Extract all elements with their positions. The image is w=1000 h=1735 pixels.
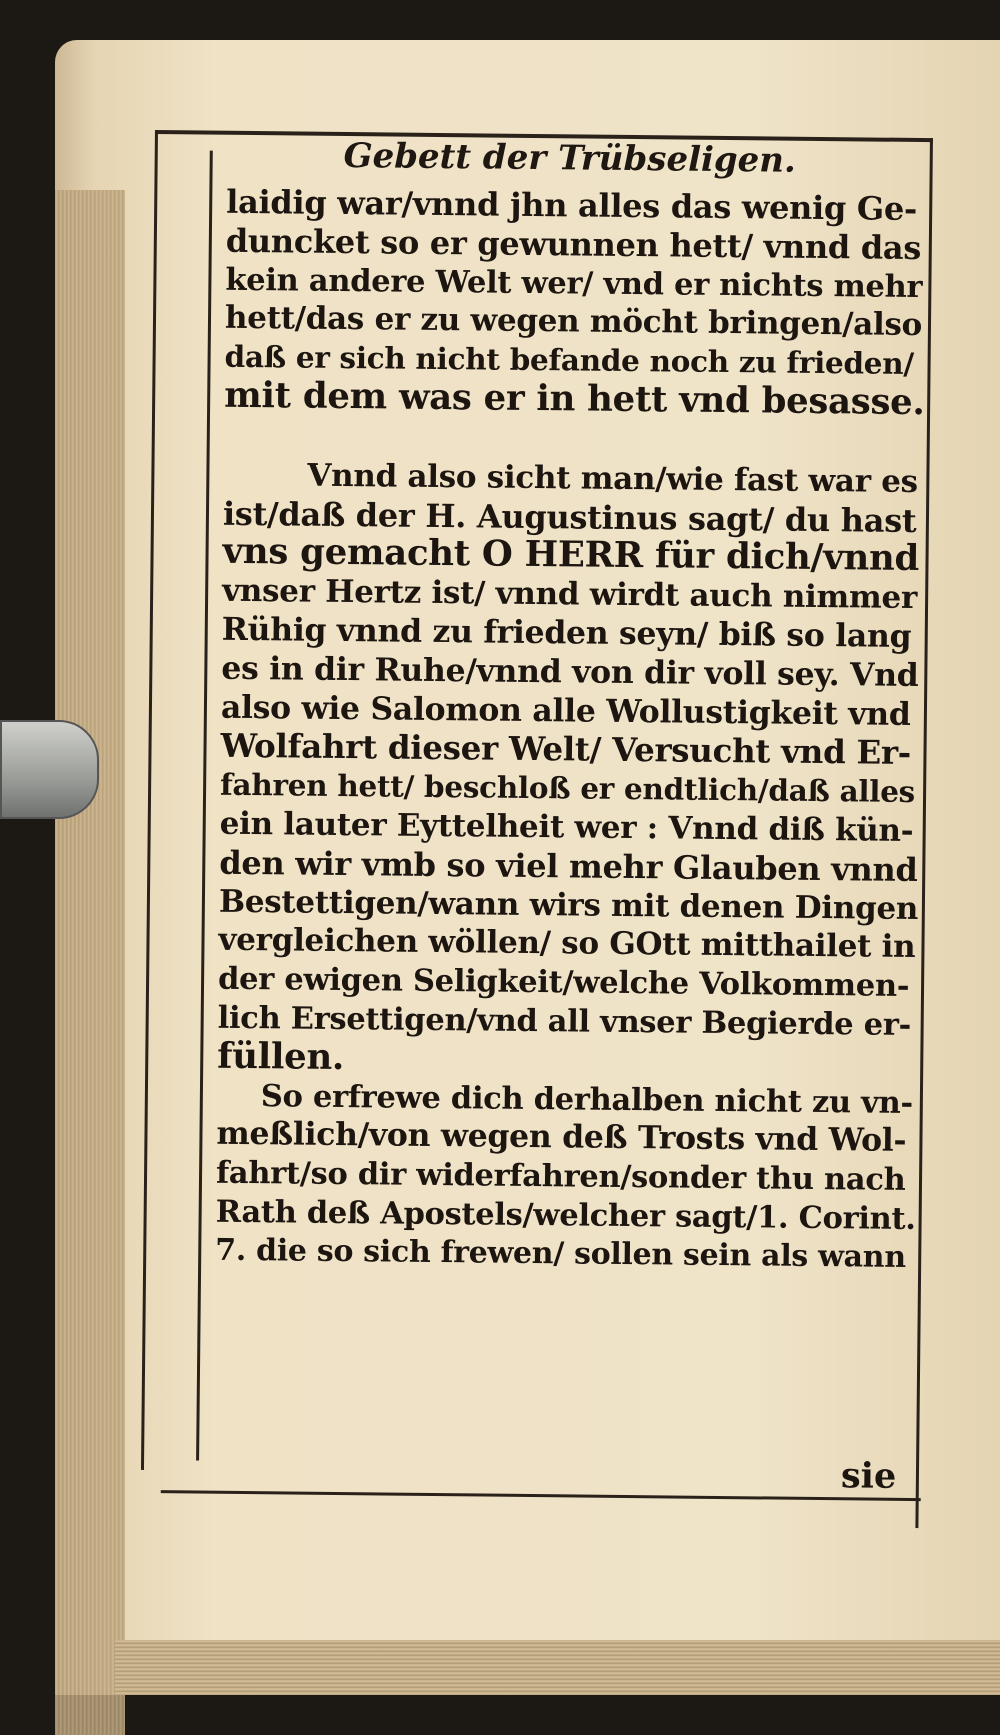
text-line: den wir vmb so viel mehr Glauben vnnd [219,843,918,889]
text-line: der ewigen Seligkeit/welche Volkommen- [217,960,910,1005]
paragraph-2 [217,456,923,1084]
paragraph-3 [215,1076,917,1277]
text-line: es in dir Ruhe/vnnd von dir voll sey. Vnd [221,649,919,694]
text-line: lich Ersettigen/vnd all vnser Begierde er- [217,999,912,1043]
text-line: daß er sich nicht befande noch zu frieden/ [224,338,915,382]
text-line: Bestettigen/wann wirs mit denen Dingen [218,883,919,927]
text-line: fahrt/so dir widerfahren/sonder thu nach [215,1154,906,1199]
text-line: also wie Salomon alle Wollustigkeit vnd [220,688,911,733]
text-line: Wolfahrt dieser Welt/ Versucht vnd Er- [220,726,912,773]
text-line: mit dem was er in hett vnd besasse. [224,374,925,424]
text-line: 7. die so sich frewen/ sollen sein als wann [215,1232,906,1275]
frame-rule-left-inner [196,151,213,1461]
text-line: kein andere Welt wer/ vnd er nichts mehr [225,261,923,305]
frame-rule-bottom [161,1490,921,1501]
catchword: sie [840,1455,897,1497]
text-line: fahren hett/ beschloß er endtlich/daß alles [219,766,916,810]
text-line: laidig war/vnnd jhn alles das wenig Ge- [226,182,918,228]
body-text [215,183,926,1278]
text-line: hett/das er zu wegen möcht bringen/also [224,300,923,344]
text-line: vergleichen wöllen/ so GOtt mitthailet in [218,922,916,966]
text-frame [140,130,940,1538]
running-head: Gebett der Trübseligen. [343,135,797,181]
text-line: Vnnd also sicht man/wie fast war es [307,457,918,500]
page-edges-left [55,190,125,1735]
text-line: duncket so er gewunnen hett/ vnnd das [225,221,922,267]
text-line: Rühig vnnd zu frieden seyn/ biß so lang [221,610,912,655]
text-line: meßlich/von wegen deß Trosts vnd Wol- [216,1115,907,1160]
text-line: ist/daß der H. Augustinus sagt/ du hast [222,494,917,540]
text-line: vns gemacht O HERR für dich/vnnd [222,531,920,580]
text-line: vnser Hertz ist/ vnnd wirdt auch nimmer [221,572,918,617]
text-line: Rath deß Apostels/welcher sagt/1. Corint. [215,1193,916,1237]
paragraph-1 [224,183,926,423]
book-clip [0,720,99,819]
text-line: ein lauter Eyttelheit wer : Vnnd diß kün- [219,805,914,849]
text-line: So erfrewe dich derhalben nicht zu vn- [260,1077,913,1121]
page-edges-bottom [115,1640,1000,1695]
text-line: füllen. [217,1035,345,1078]
